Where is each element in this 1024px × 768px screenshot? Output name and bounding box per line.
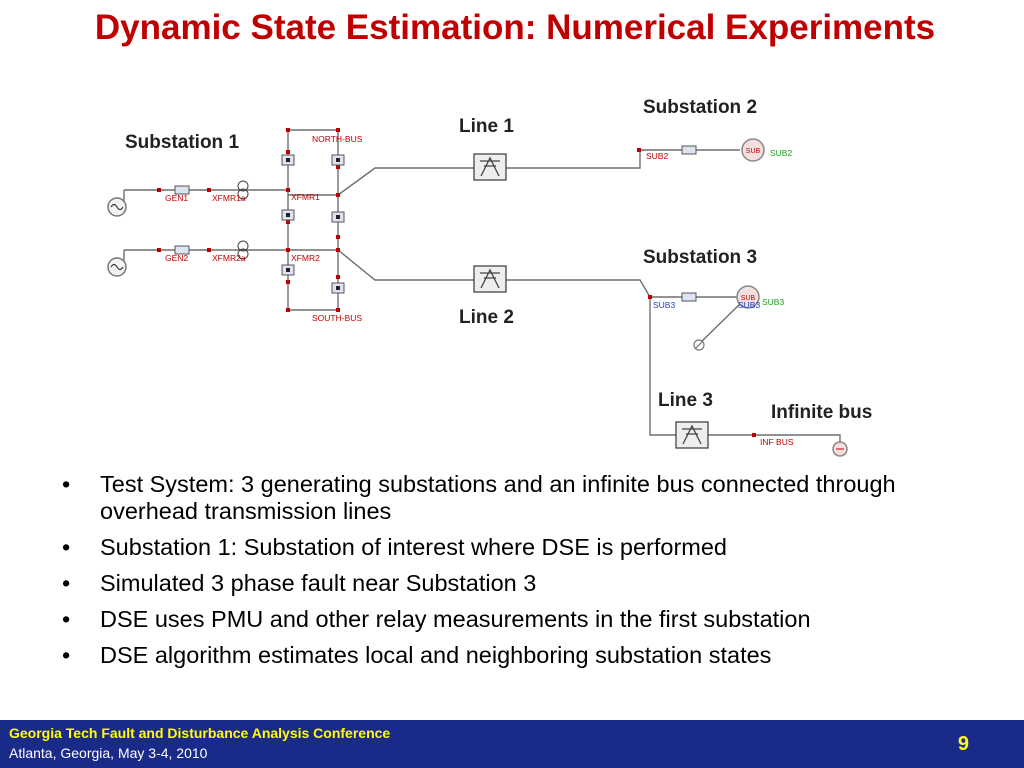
label-xfmr2a: XFMR2a xyxy=(212,253,246,263)
slide-title: Dynamic State Estimation: Numerical Experiments xyxy=(94,8,936,47)
bullet-dot: • xyxy=(62,534,71,560)
bullet-item xyxy=(62,570,982,597)
label-south-bus: SOUTH-BUS xyxy=(312,313,363,323)
bullet-item xyxy=(62,606,982,633)
substation-2-source-icon xyxy=(742,139,764,161)
bullet-item xyxy=(62,534,982,561)
bullet-list xyxy=(62,471,982,678)
label-sub3-bus: SUB3 xyxy=(653,300,676,310)
label-gen1: GEN1 xyxy=(165,193,189,203)
footer-location-date: Atlanta, Georgia, May 3-4, 2010 xyxy=(9,745,208,761)
bullet-dot: • xyxy=(62,471,71,497)
label-inf-bus: INF BUS xyxy=(760,437,794,447)
label-sub3-inner: SUB3 xyxy=(738,300,761,310)
heading-substation-1: Substation 1 xyxy=(125,132,240,153)
heading-substation-2: Substation 2 xyxy=(643,97,758,118)
heading-line-1: Line 1 xyxy=(459,116,514,137)
bullet-item xyxy=(62,642,982,669)
one-line-diagram xyxy=(95,85,915,470)
generator-2-icon xyxy=(108,258,126,276)
heading-line-2: Line 2 xyxy=(459,307,514,328)
bullet-dot: • xyxy=(62,642,71,668)
bullet-text: DSE uses PMU and other relay measurements in the first substation xyxy=(100,606,811,632)
bullet-text: Test System: 3 generating substations and an infinite bus connected through overhead transmission lines xyxy=(100,471,896,524)
fault-symbol-icon xyxy=(694,340,704,350)
bullet-text: Substation 1: Substation of interest where DSE is performed xyxy=(100,534,727,560)
label-sub3-source: SUB3 xyxy=(762,297,785,307)
label-north-bus: NORTH-BUS xyxy=(312,134,363,144)
bullet-text: DSE algorithm estimates local and neighboring substation states xyxy=(100,642,772,668)
label-sub2-bus: SUB2 xyxy=(646,151,669,161)
page-number: 9 xyxy=(957,733,969,755)
line-1-tower-icon xyxy=(474,154,506,180)
heading-substation-3: Substation 3 xyxy=(643,247,758,268)
footer-bar xyxy=(0,720,1024,768)
bullet-dot: • xyxy=(62,606,71,632)
footer-conference: Georgia Tech Fault and Disturbance Analysis Conference xyxy=(9,725,391,741)
line-3-tower-icon xyxy=(676,422,708,448)
generator-1-icon xyxy=(108,198,126,216)
label-sub2-source: SUB2 xyxy=(770,148,793,158)
bullet-dot: • xyxy=(62,570,71,596)
bullet-text: Simulated 3 phase fault near Substation 3 xyxy=(100,570,537,596)
bullet-item xyxy=(62,471,982,525)
label-xfmr1a: XFMR1a xyxy=(212,193,246,203)
svg-text:SUB: SUB xyxy=(745,148,761,155)
line-2-tower-icon xyxy=(474,266,506,292)
label-xfmr2: XFMR2 xyxy=(291,253,320,263)
label-xfmr1: XFMR1 xyxy=(291,192,320,202)
heading-line-3: Line 3 xyxy=(658,390,713,411)
svg-text:SUB: SUB xyxy=(740,295,756,302)
label-gen2: GEN2 xyxy=(165,253,189,263)
infinite-bus-icon xyxy=(833,442,847,456)
heading-infinite-bus: Infinite bus xyxy=(771,402,873,423)
